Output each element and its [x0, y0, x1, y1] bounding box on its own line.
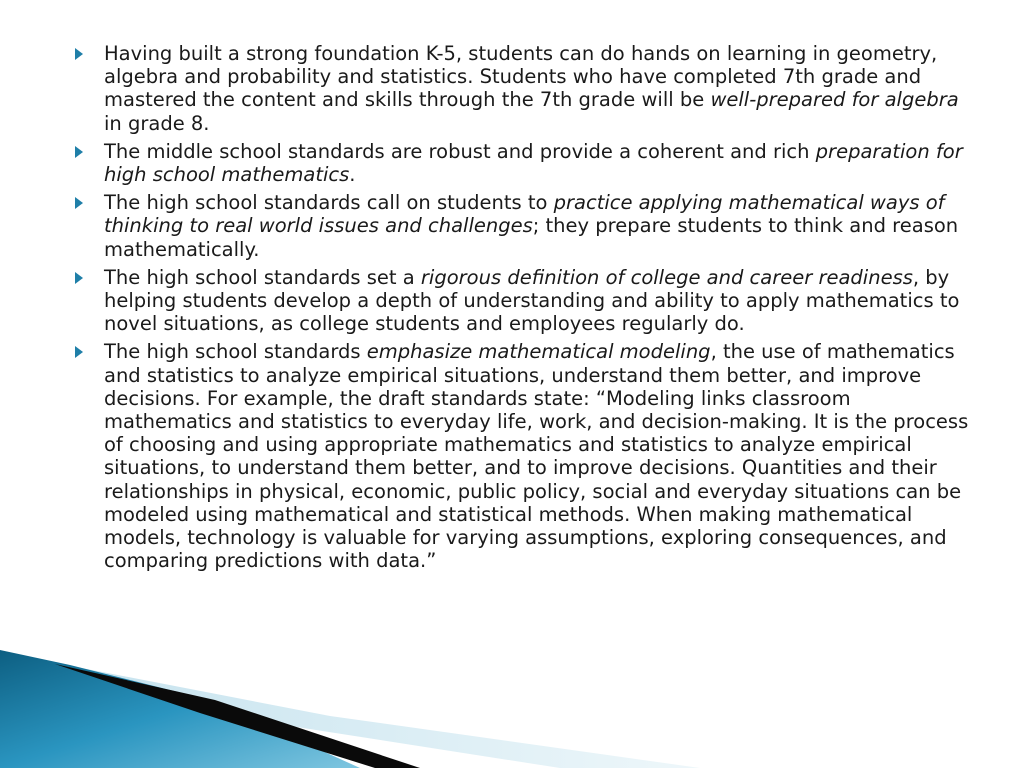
- bullet-text: The middle school standards are robust and provide a coherent and rich preparation for high school mathematics.: [104, 139, 963, 187]
- blue-swoosh: [0, 650, 360, 768]
- bullet-text: The high school standards emphasize mathematical modeling, the use of mathematics and statistics to analyze empirical situations, understand them better, and improve decisions. For example, the draft standards state: “Modeling links classroom mathematics and statistics to everyday life, work, and decision-making. It is the process of choosing and using appropriate mathematics and statistics to analyze empirical situations, to understand them better, and to improve decisions. Quantities and their relationships in physical, economic, public policy, social and everyday situations can be modeled using mathematical and statistical methods. When making mathematical models, technology is valuable for varying assumptions, exploring consequences, and comparing predictions with data.”: [104, 340, 969, 573]
- triangle-right-icon: [74, 345, 84, 359]
- bullet-text: The high school standards call on students to practice applying mathematical ways of thinking to real world issues and challenges; they prepare students to think and reason mathematically.: [104, 191, 959, 261]
- triangle-right-icon: [74, 145, 84, 159]
- triangle-right-icon: [74, 271, 84, 285]
- triangle-right-icon: [74, 196, 84, 210]
- bullet-item: [74, 340, 974, 572]
- bullet-text: The high school standards set a rigorous definition of college and career readiness, by helping students develop a depth of understanding and ability to apply mathematics to novel situations, as college students and employees regularly do.: [104, 265, 960, 336]
- bullet-item: [74, 42, 974, 135]
- bullet-text: Having built a strong foundation K-5, students can do hands on learning in geometry, algebra and probability and statistics. Students who have completed 7th grade and mastered the content and skills through the 7th grade will be well-prepared for algebra in grade 8.: [104, 42, 959, 135]
- bullet-item: [74, 266, 974, 336]
- bullet-list: [74, 42, 974, 577]
- triangle-right-icon: [74, 47, 84, 61]
- bullet-item: [74, 140, 974, 186]
- bullet-item: [74, 191, 974, 261]
